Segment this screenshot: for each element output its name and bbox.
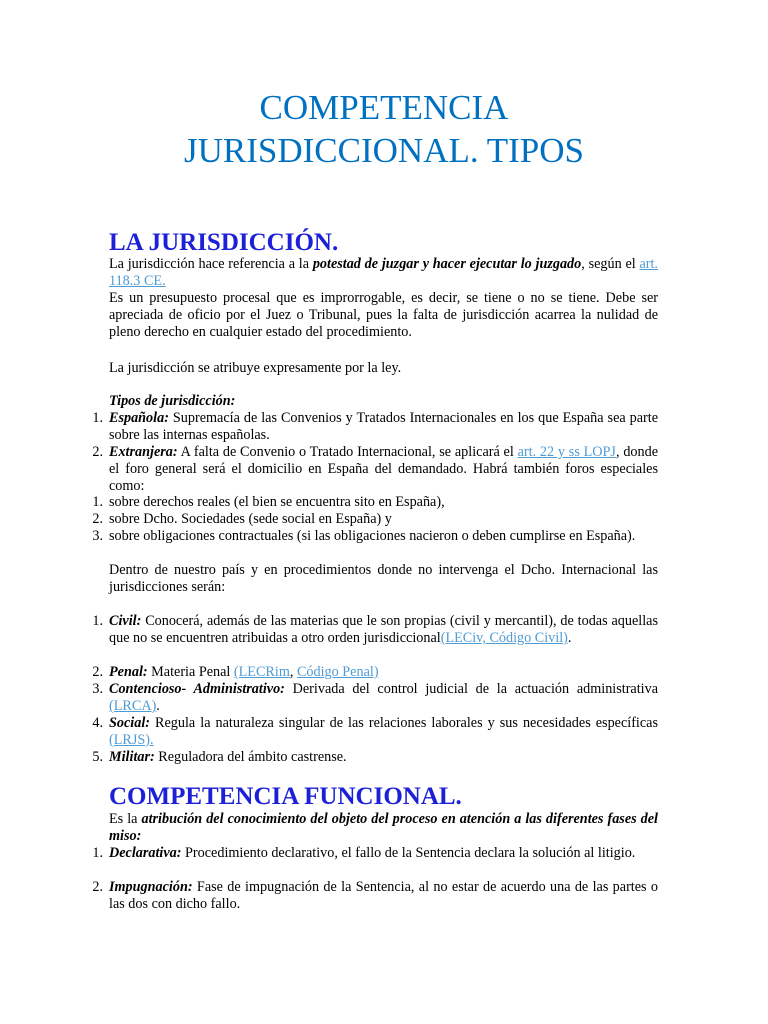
list-item: 1. sobre derechos reales (el bien se encuentra sito en España), <box>92 494 445 510</box>
paragraph-funcional-intro: Es la atribución del conocimiento del objeto del proceso en atención a las diferentes fases del miso: <box>109 811 658 844</box>
list-item: 1. Española: Supremacía de las Convenios y Tratados Internacionales en los que España sea parte sobre las internas españolas. <box>92 410 658 443</box>
list-item: 3. Contencioso- Administrativo: Derivada del control judicial de la actuación administrativa (LRCA). <box>92 681 658 714</box>
section-heading-competencia-funcional: COMPETENCIA FUNCIONAL. <box>109 783 462 810</box>
list-item: 3. sobre obligaciones contractuales (si las obligaciones nacieron o deben cumplirse en España). <box>92 528 636 544</box>
paragraph-jurisdicciones: Dentro de nuestro país y en procedimientos donde no intervenga el Dcho. Internacional las jurisdicciones serán: <box>109 562 658 595</box>
paragraph-atribucion: La jurisdicción se atribuye expresamente por la ley. <box>109 360 402 376</box>
link-art-22-lopj[interactable]: art. 22 y ss LOPJ <box>517 444 616 460</box>
list-item: 4. Social: Regula la naturaleza singular de las relaciones laborales y sus necesidades específicas (LRJS). <box>92 715 658 748</box>
paragraph-presupuesto: Es un presupuesto procesal que es improrrogable, es decir, se tiene o no se tiene. Debe ser apreciada de oficio por el Juez o Tribunal, pues la falta de jurisdicción acarrea la nulidad de pleno derecho en cualquier estado del procedimiento. <box>109 290 658 340</box>
link-codigo-penal[interactable]: Código Penal) <box>296 664 379 680</box>
list-item: 1. Declarativa: Procedimiento declarativo, el fallo de la Sentencia declara la solución al litigio. <box>92 845 636 861</box>
page-title-line-1: COMPETENCIA <box>259 88 509 127</box>
list-item: 2. Impugnación: Fase de impugnación de la Sentencia, al no estar de acuerdo una de las partes o las dos con dicho fallo. <box>92 879 658 912</box>
list-item: 2. Penal: Materia Penal (LECRim, Código Penal) <box>92 664 379 680</box>
page-title-line-2: JURISDICCIONAL. TIPOS <box>184 131 584 170</box>
link-lrjs[interactable]: (LRJS). <box>109 731 154 748</box>
list-item: 2. sobre Dcho. Sociedades (sede social en España) y <box>92 511 392 527</box>
tipos-heading: Tipos de jurisdicción: <box>109 393 236 409</box>
list-item: 2. Extranjera: A falta de Convenio o Tratado Internacional, se aplicará el art. 22 y ss LOPJ, donde el foro general será el domicilio en España del demandado. Habrá también foros especiales como: <box>92 444 658 494</box>
list-item: 5. Militar: Reguladora del ámbito castrense. <box>92 749 347 765</box>
link-lecrim[interactable]: (LECRim <box>233 664 290 680</box>
section-heading-jurisdiccion: LA JURISDICCIÓN. <box>109 229 339 256</box>
paragraph-definicion: La jurisdicción hace referencia a la potestad de juzgar y hacer ejecutar lo juzgado, según el art. 118.3 CE. <box>109 256 658 289</box>
link-art-118-ce[interactable]: art. 118.3 CE. <box>109 256 658 289</box>
link-lrca[interactable]: (LRCA) <box>109 697 157 714</box>
link-leciv-codigo-civil[interactable]: (LECiv, Código Civil) <box>440 629 568 646</box>
list-item: 1. Civil: Conocerá, además de las materias que le son propias (civil y mercantil), de todas aquellas que no se encuentren atribuidas a otro orden jurisdiccional(LECiv, Código Civil). <box>92 613 658 646</box>
page-title <box>0 86 768 172</box>
